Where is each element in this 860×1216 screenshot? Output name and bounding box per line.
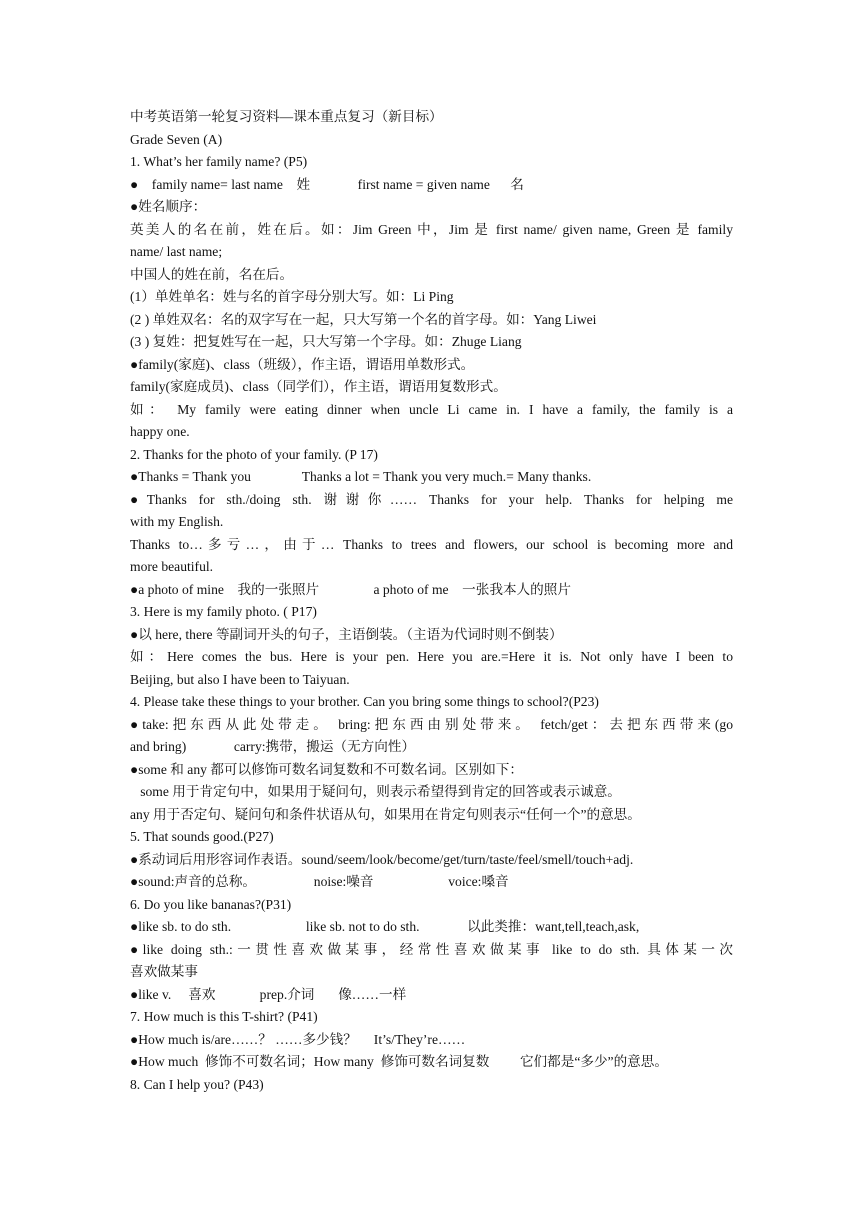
text-line: (1）单姓单名：姓与名的首字母分别大写。如：Li Ping <box>130 289 454 304</box>
section-2-heading: 2. Thanks for the photo of your family. (P 17) <box>130 446 378 462</box>
text-line: ●sound:声音的总称。 noise:噪音 voice:嗓音 <box>130 874 509 889</box>
text-line: ●like v. 喜欢 prep.介词 像……一样 <box>130 986 407 1002</box>
text-line: Thanks to…多亏…，由于… Thanks to trees and flowers, our school is becoming more and <box>130 536 733 552</box>
section-6-heading: 6. Do you like bananas?(P31) <box>130 896 292 912</box>
section-7-heading: 7. How much is this T-shirt? (P41) <box>130 1009 318 1024</box>
text-line: ●take:把东西从此处带走。 bring:把东西由别处带来。 fetch/get：去把东西带来(go <box>130 716 733 732</box>
text-line: ●like sb. to do sth. like sb. not to do sth. 以此类推：want,tell,teach,ask, <box>130 919 640 934</box>
text-line: (3 ) 复姓：把复姓写在一起，只大写第一个字母。如：Zhuge Liang <box>130 334 522 349</box>
text-line: ●以 here, there 等副词开头的句子，主语倒装。（主语为代词时则不倒装） <box>130 626 563 642</box>
text-line: Beijing, but also I have been to Taiyuan. <box>130 671 350 687</box>
text-line: ●family(家庭)、class（班级），作主语，谓语用单数形式。 <box>130 356 475 372</box>
text-line: 如：Here comes the bus. Here is your pen. Here you are.=Here it is. Not only have I been to <box>130 649 733 664</box>
text-line: more beautiful. <box>130 559 214 574</box>
text-line: 中国人的姓在前，名在后。 <box>130 266 294 282</box>
grade-heading: Grade Seven (A) <box>130 131 223 147</box>
text-line: happy one. <box>130 424 190 439</box>
document-page <box>130 106 733 1096</box>
text-line: ●a photo of mine 我的一张照片 a photo of me 一张我本人的照片 <box>130 581 571 597</box>
section-8-heading: 8. Can I help you? (P43) <box>130 1076 264 1092</box>
text-line: (2 ) 单姓双名：名的双字写在一起，只大写第一个名的首字母。如：Yang Liwei <box>130 311 597 327</box>
text-line: ●姓名顺序： <box>130 199 207 214</box>
section-5-heading: 5. That sounds good.(P27) <box>130 829 274 844</box>
text-line: and bring) carry:携带，搬运（无方向性） <box>130 739 416 754</box>
text-line: any 用于否定句、疑问句和条件状语从句，如果用在肯定句则表示“任何一个”的意思。 <box>130 806 641 822</box>
doc-title: 中考英语第一轮复习资料—课本重点复习（新目标） <box>130 109 443 124</box>
text-line: with my English. <box>130 514 224 529</box>
text-line: ●some 和 any 都可以修饰可数名词复数和不可数名词。区别如下： <box>130 761 523 777</box>
text-line: ●like doing sth.:一贯性喜欢做某事，经常性喜欢做某事 like to do sth. 具体某一次 <box>130 941 733 957</box>
text-line: 喜欢做某事 <box>130 964 198 979</box>
text-line: name/ last name; <box>130 244 223 259</box>
text-line: ●How much 修饰不可数名词；How many 修饰可数名词复数 它们都是“多少”的意思。 <box>130 1054 668 1069</box>
text-line: some 用于肯定句中，如果用于疑问句，则表示希望得到肯定的回答或表示诚意。 <box>130 784 621 799</box>
section-3-heading: 3. Here is my family photo. ( P17) <box>130 604 317 619</box>
text-line: ●Thanks for sth./doing sth. 谢谢你…… Thanks for your help. Thanks for helping me <box>130 491 733 507</box>
text-line: ● family name= last name 姓 first name = given name 名 <box>130 176 524 192</box>
text-line: 如： My family were eating dinner when uncle Li came in. I have a family, the family is a <box>130 401 733 417</box>
text-line: ●系动词后用形容词作表语。sound/seem/look/become/get/turn/taste/feel/smell/touch+adj. <box>130 851 634 867</box>
text-line: 英美人的名在前，姓在后。如：Jim Green 中，Jim 是 first name/ given name, Green 是 family <box>130 221 733 237</box>
section-1-heading: 1. What’s her family name? (P5) <box>130 154 308 169</box>
section-4-heading: 4. Please take these things to your brother. Can you bring some things to school?(P23) <box>130 694 599 709</box>
text-line: family(家庭成员)、class（同学们），作主语，谓语用复数形式。 <box>130 379 507 394</box>
text-line: ●How much is/are……？ ……多少钱？ It’s/They’re…… <box>130 1031 466 1047</box>
text-line: ●Thanks = Thank you Thanks a lot = Thank you very much.= Many thanks. <box>130 469 592 484</box>
